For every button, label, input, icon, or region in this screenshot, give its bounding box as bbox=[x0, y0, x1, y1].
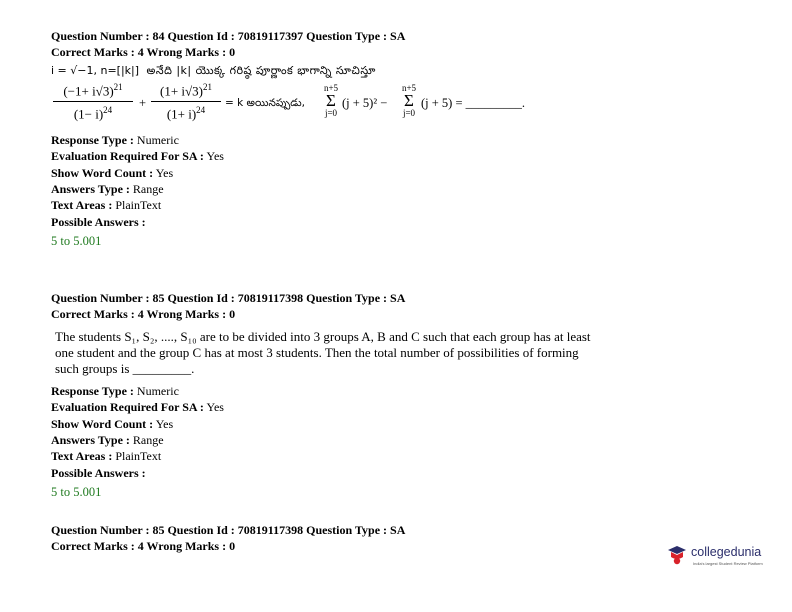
equals-k: = k అయినప్పుడు, bbox=[225, 96, 305, 109]
response-type: Response Type : Numeric bbox=[51, 132, 179, 147]
marks-line: Correct Marks : 4 Wrong Marks : 0 bbox=[51, 539, 236, 554]
fraction-2 bbox=[151, 82, 221, 123]
answers-type: Answers Type : Range bbox=[51, 433, 164, 448]
numerator-2-exp: 21 bbox=[203, 81, 212, 92]
logo-name: collegedunia bbox=[691, 545, 762, 559]
answers-type: Answers Type : Range bbox=[51, 182, 164, 197]
text-areas: Text Areas : PlainText bbox=[51, 449, 162, 464]
numerator-2: (1+ i√3) bbox=[160, 83, 203, 99]
logo-tagline: India's largest Student Review Platform bbox=[693, 561, 763, 566]
stem-prefix: i = √−1, n=[|k|] bbox=[51, 63, 140, 77]
question-84 bbox=[51, 28, 611, 250]
question-header: Question Number : 84 Question Id : 70819117397 Question Type : SA bbox=[51, 29, 406, 43]
question-text: The students S₁, S₂, ...., S₁₀ are to be divided into 3 groups A, B and C such that each group has at least one student and the group C has at most 3 students. Then the total number of possibilities of forming such groups is _________. bbox=[55, 328, 591, 376]
question-formula bbox=[51, 80, 611, 132]
question-85 bbox=[51, 290, 611, 501]
sum-1-upper: n+5 bbox=[323, 82, 339, 93]
fraction-1 bbox=[53, 82, 133, 123]
question-stem bbox=[51, 61, 611, 80]
show-word-count: Show Word Count : Yes bbox=[51, 416, 174, 431]
marks-line: Correct Marks : 4 Wrong Marks : 0 bbox=[51, 45, 236, 60]
question-85-repeat bbox=[51, 522, 611, 555]
sum-2-term: (j + 5) = _________. bbox=[421, 95, 526, 110]
denominator-2: (1+ i) bbox=[166, 106, 197, 122]
collegedunia-mark-icon bbox=[666, 544, 688, 566]
stem-telugu: అనేది |k| యొక్క గరిష్ఠ పూర్ణాంక భాగాన్ని సూచిస్తూ bbox=[146, 63, 376, 77]
possible-answers-label: Possible Answers : bbox=[51, 214, 146, 229]
denominator-1-exp: 24 bbox=[103, 105, 113, 116]
summation-1 bbox=[321, 84, 341, 118]
question-header: Question Number : 85 Question Id : 70819117398 Question Type : SA bbox=[51, 291, 406, 305]
show-word-count: Show Word Count : Yes bbox=[51, 165, 174, 180]
response-type: Response Type : Numeric bbox=[51, 383, 179, 398]
evaluation-required: Evaluation Required For SA : Yes bbox=[51, 400, 224, 415]
sum-1-lower: j=0 bbox=[324, 107, 338, 118]
marks-line: Correct Marks : 4 Wrong Marks : 0 bbox=[51, 307, 236, 322]
sigma-2-icon: Σ bbox=[404, 90, 414, 110]
question-header: Question Number : 85 Question Id : 70819117398 Question Type : SA bbox=[51, 523, 406, 537]
text-areas: Text Areas : PlainText bbox=[51, 198, 162, 213]
denominator-2-exp: 24 bbox=[196, 105, 206, 116]
plus-sign: + bbox=[139, 95, 147, 110]
numerator-1-exp: 21 bbox=[113, 81, 123, 92]
sum-2-upper: n+5 bbox=[401, 82, 417, 93]
sum-2-lower: j=0 bbox=[402, 107, 416, 118]
evaluation-required: Evaluation Required For SA : Yes bbox=[51, 149, 224, 164]
sigma-1-icon: Σ bbox=[326, 90, 336, 110]
possible-answers-label: Possible Answers : bbox=[51, 465, 146, 480]
numerator-1: (−1+ i√3) bbox=[63, 83, 114, 99]
summation-2 bbox=[399, 84, 419, 118]
possible-answer-value: 5 to 5.001 bbox=[51, 485, 102, 500]
possible-answer-value: 5 to 5.001 bbox=[51, 234, 102, 249]
denominator-1: (1− i) bbox=[73, 106, 104, 122]
sum-1-term: (j + 5)² − bbox=[342, 95, 388, 110]
collegedunia-logo bbox=[666, 542, 786, 572]
